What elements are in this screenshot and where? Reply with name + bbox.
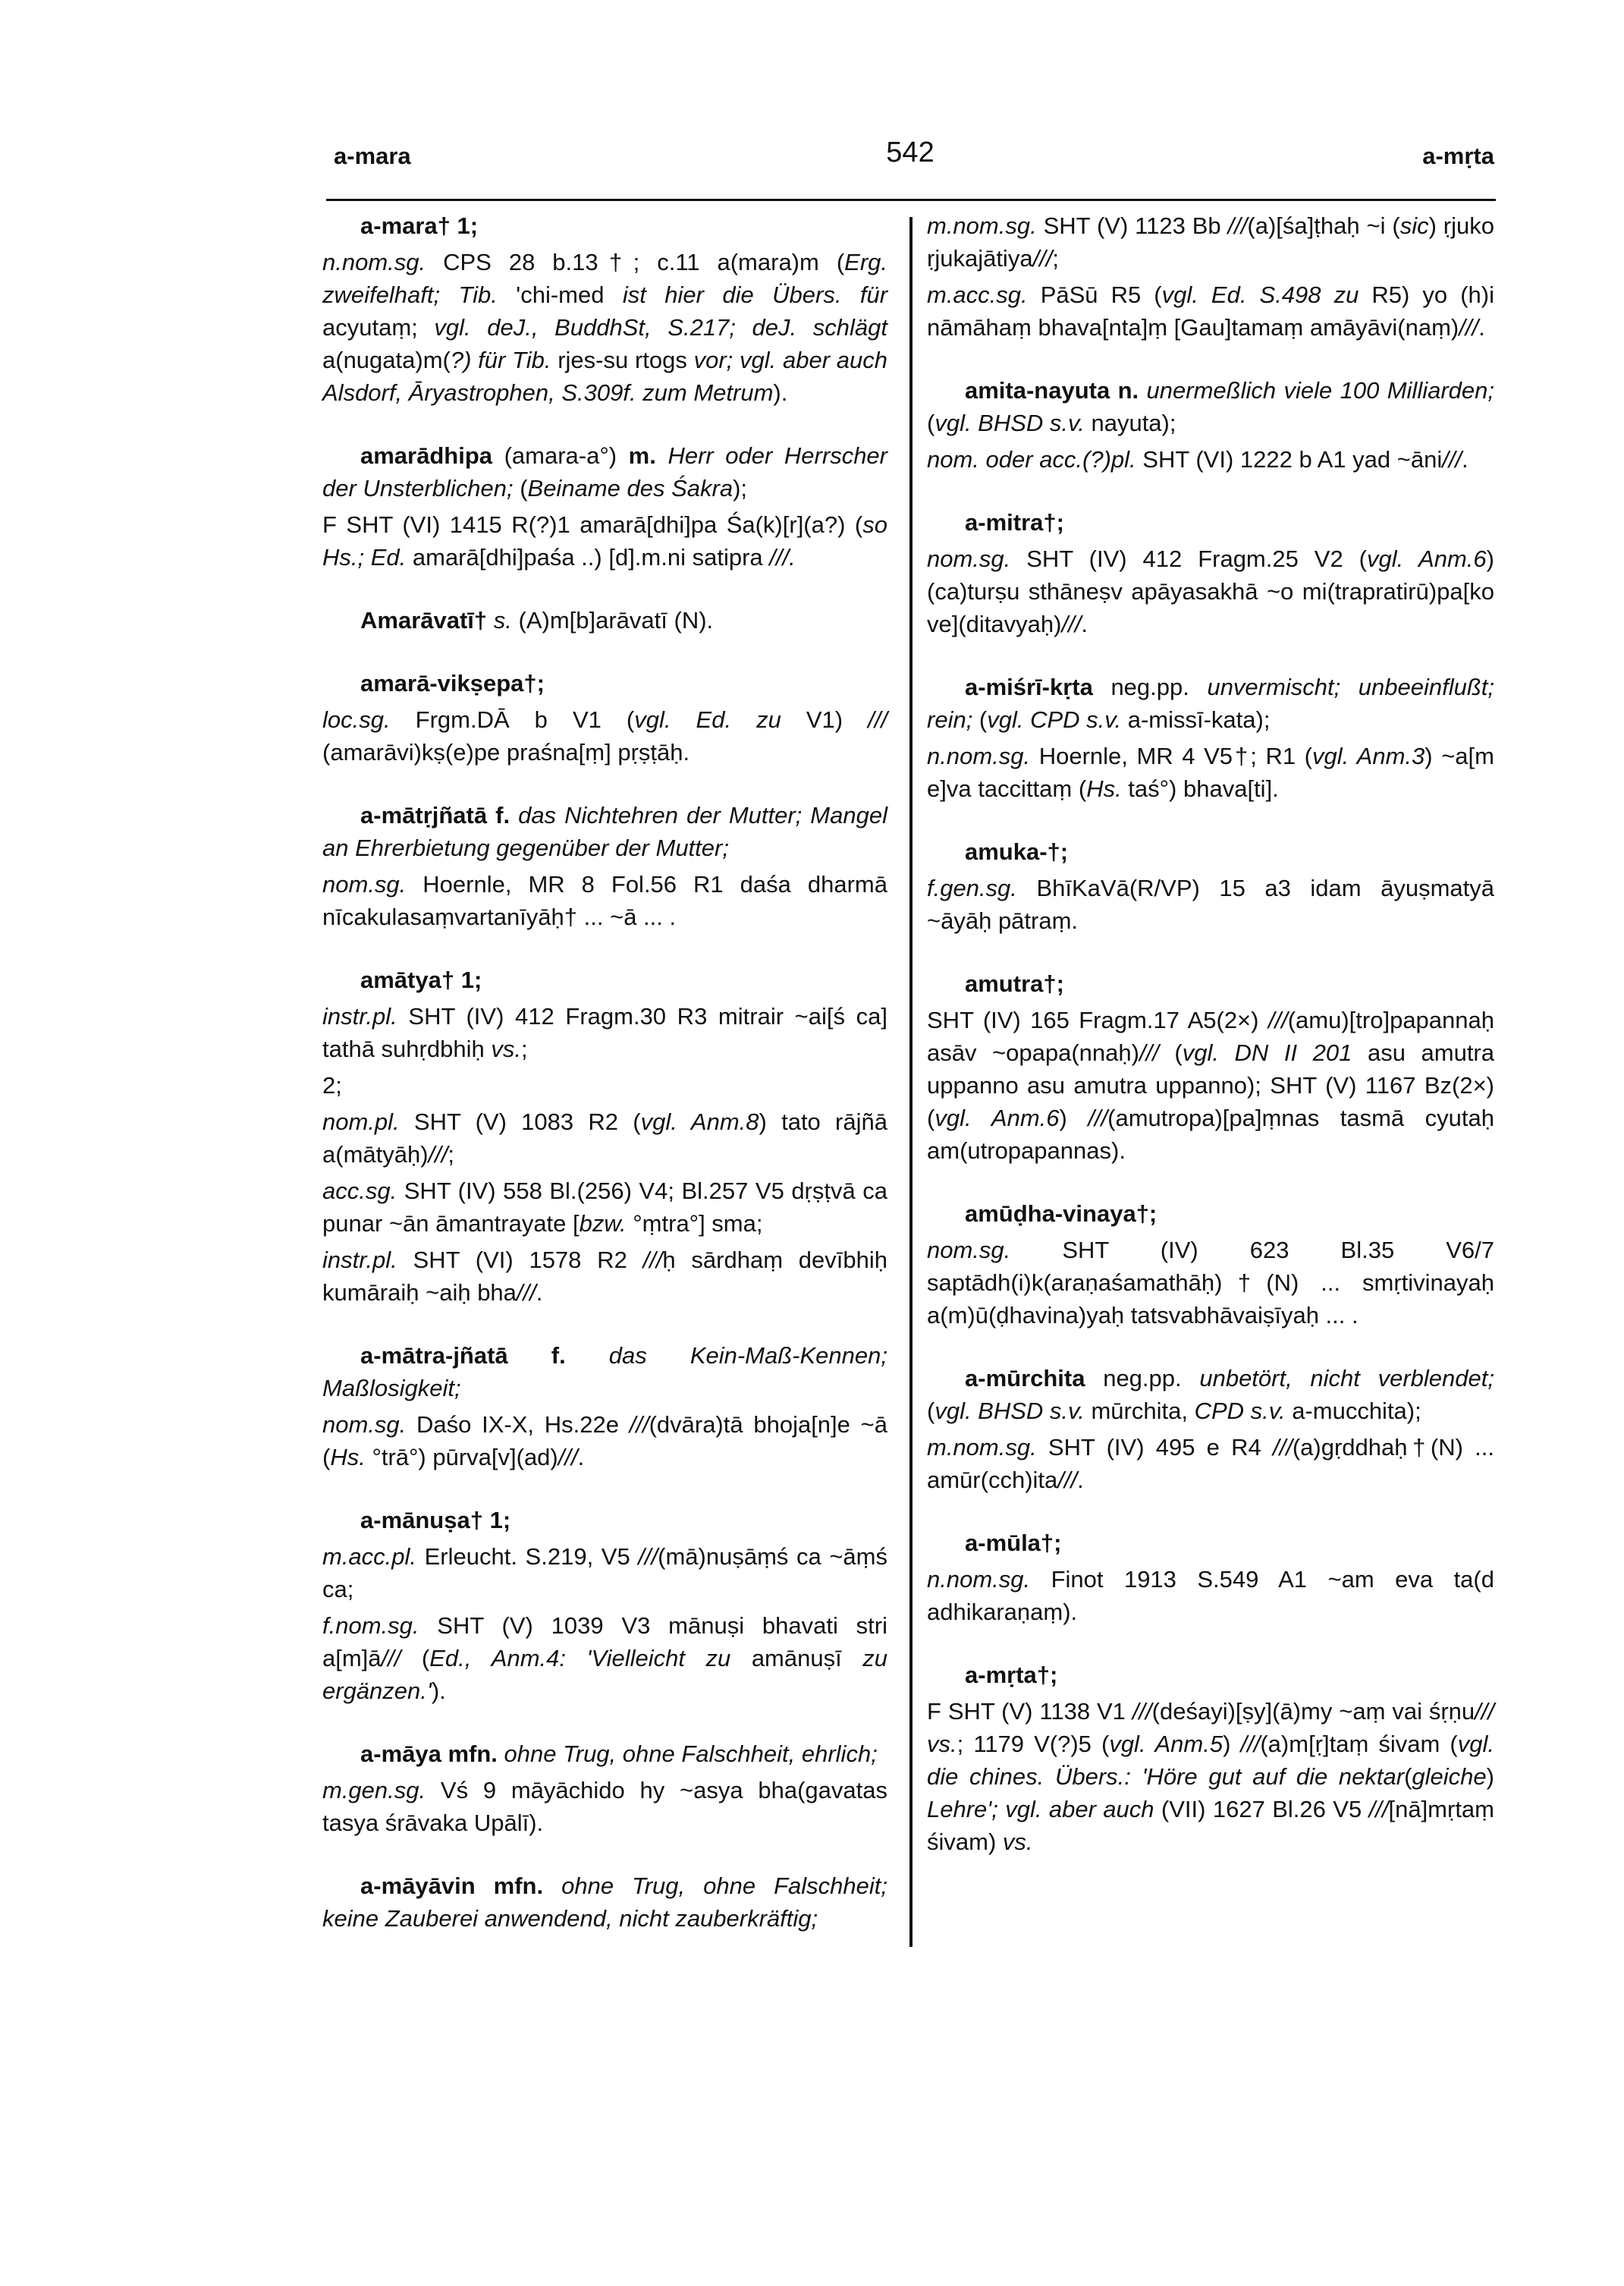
entry-heading xyxy=(927,1659,1494,1691)
citation-paragraph xyxy=(927,872,1494,937)
italic-text: /// xyxy=(638,1543,658,1570)
text-segment: (amara-a°) xyxy=(492,442,629,469)
text-segment: SHT (IV) 495 e R4 xyxy=(1036,1434,1273,1461)
text-segment: [nā]mṛtaṃ śivam) xyxy=(927,1796,1494,1855)
entry-heading xyxy=(927,671,1494,736)
text-segment: SHT (V) 1123 Bb xyxy=(1036,212,1228,239)
text-segment: SHT (IV) 412 Fragm.25 V2 ( xyxy=(1010,546,1368,572)
italic-text: vgl. Anm.8 xyxy=(640,1108,759,1135)
text-segment: R5) yo (h)i nāmāhaṃ bhava[nta]ṃ [Gau]tamaṃ amāyāvi(naṃ) xyxy=(927,281,1494,341)
italic-text: unermeßlich viele 100 Milliarden; xyxy=(1146,377,1494,404)
text-segment: ). xyxy=(773,379,788,406)
text-segment: (a)[śa]ṭhaḥ ~i ( xyxy=(1247,212,1400,239)
text-segment: a(nugata)m( xyxy=(322,347,451,373)
headword: a-mṛta†; xyxy=(965,1662,1058,1688)
text-segment: ; xyxy=(448,1141,455,1168)
entry-heading xyxy=(322,1869,887,1935)
dictionary-entry xyxy=(322,964,887,1309)
running-head-right: a-mṛta xyxy=(1422,143,1494,169)
italic-text: m.gen.sg. xyxy=(322,1777,426,1803)
italic-text: unbetört, nicht verblendet; xyxy=(1199,1365,1494,1391)
italic-text: ohne Trug, ohne Falschheit; keine Zauberei anwendend, nicht zauberkräftig; xyxy=(322,1873,887,1932)
italic-text: unvermischt; unbeeinflußt; rein; xyxy=(927,674,1494,733)
citation-paragraph xyxy=(322,1105,887,1171)
dictionary-entry xyxy=(927,506,1494,640)
italic-text: ist hier die Übers. für xyxy=(622,281,888,308)
dictionary-entry xyxy=(322,1869,887,1935)
italic-text: m.acc.sg. xyxy=(927,281,1028,308)
text-segment: ( xyxy=(1158,1039,1183,1066)
dictionary-entry xyxy=(927,967,1494,1167)
text-segment: V1) xyxy=(781,706,869,733)
entry-heading xyxy=(322,1504,887,1536)
text-segment: (mā)nuṣāṃś ca ~āṃś ca; xyxy=(322,1543,887,1602)
text-segment: ḥ sārdhaṃ devībhiḥ kumāraiḥ ~aiḥ bha xyxy=(322,1247,888,1306)
dictionary-entry xyxy=(322,799,887,933)
text-segment: SHT (V) 1083 R2 ( xyxy=(399,1108,641,1135)
citation-paragraph xyxy=(927,1695,1494,1858)
italic-text: /// xyxy=(642,1247,663,1273)
text-segment xyxy=(543,1873,561,1899)
dictionary-entry xyxy=(927,835,1494,937)
headword: a-mūla†; xyxy=(965,1530,1062,1556)
left-column xyxy=(322,209,887,1965)
italic-text: f.gen.sg. xyxy=(927,875,1017,901)
italic-text: vgl. die chines. Übers.: 'Höre gut auf die nektar xyxy=(927,1731,1495,1790)
text-segment: Finot 1913 S.549 A1 ~am eva ta(d adhikaraṇaṃ). xyxy=(927,1566,1494,1625)
citation-paragraph xyxy=(927,1234,1494,1332)
italic-text: /// xyxy=(1032,245,1053,272)
text-segment: a-mucchita); xyxy=(1285,1398,1421,1424)
entry-heading xyxy=(322,1339,887,1404)
text-segment: neg.pp. xyxy=(1092,674,1208,700)
text-segment: (amutropa)[pa]ṃnas tasmā cyutaḥ am(utropapannas). xyxy=(927,1105,1494,1164)
text-segment: BhīKaVā(R/VP) 15 a3 idam āyuṣmatyā ~āyāḥ pātraṃ. xyxy=(927,875,1494,934)
headword: a-mātṛjñatā f. xyxy=(360,802,510,829)
italic-text: ?) für Tib. xyxy=(450,347,551,373)
italic-text: nom.sg. xyxy=(322,1411,407,1438)
italic-text: vgl. DN II 201 xyxy=(1182,1039,1352,1066)
italic-text: /// xyxy=(1368,1796,1389,1822)
entry-heading xyxy=(927,835,1494,868)
text-segment: (VII) 1627 Bl.26 V5 xyxy=(1154,1796,1369,1822)
italic-text: vgl. BHSD s.v. xyxy=(935,410,1085,436)
headword: a-mara† 1; xyxy=(360,212,479,239)
citation-paragraph xyxy=(927,1563,1494,1628)
italic-text: vs. xyxy=(491,1036,521,1062)
text-segment: ) xyxy=(1059,1105,1088,1131)
italic-text: vgl. Ed. zu xyxy=(634,706,781,733)
text-segment: (A)m[b]arāvatī (N). xyxy=(511,607,714,634)
text-segment: ) xyxy=(1486,1763,1494,1790)
citation-paragraph xyxy=(322,246,887,409)
italic-text: ///. xyxy=(769,544,796,571)
italic-text: nom.pl. xyxy=(322,1108,400,1135)
citation-paragraph xyxy=(927,740,1494,805)
entry-heading xyxy=(322,799,887,864)
text-segment: (a)m[ṛ]taṃ śivam ( xyxy=(1260,1731,1458,1757)
italic-text: /// xyxy=(868,706,888,733)
text-segment xyxy=(566,1342,609,1369)
text-segment: ) xyxy=(1223,1731,1241,1757)
text-segment: ) tato rājñā a(mātyāḥ) xyxy=(322,1108,887,1168)
text-segment: ; xyxy=(520,1036,528,1062)
italic-text: vgl. Anm.6 xyxy=(935,1105,1060,1131)
text-segment: ( xyxy=(401,1645,430,1671)
text-segment: taś°) bhava[ti]. xyxy=(1121,775,1279,802)
italic-text: /// xyxy=(1139,1039,1159,1066)
citation-paragraph xyxy=(322,868,887,933)
dictionary-entry xyxy=(927,671,1494,805)
entry-heading xyxy=(927,967,1494,1000)
italic-text: m.nom.sg. xyxy=(927,1434,1037,1461)
text-segment: ( xyxy=(513,475,528,502)
running-head-left: a-mara xyxy=(334,143,411,169)
text-segment: 2; xyxy=(322,1072,342,1099)
italic-text: n.nom.sg. xyxy=(927,743,1031,769)
italic-text: vgl. BHSD s.v. xyxy=(935,1398,1085,1424)
italic-text: nom.sg. xyxy=(322,871,407,898)
entry-heading xyxy=(927,1362,1494,1427)
entry-heading xyxy=(927,1527,1494,1559)
italic-text: /// xyxy=(1475,1698,1495,1725)
dictionary-entry xyxy=(322,604,887,637)
citation-paragraph xyxy=(927,1431,1494,1496)
italic-text: Lehre'; vgl. aber auch xyxy=(927,1796,1154,1822)
dictionary-entry xyxy=(927,209,1494,344)
dictionary-entry xyxy=(927,374,1494,476)
right-column xyxy=(927,209,1494,1888)
italic-text: vs. xyxy=(927,1731,957,1757)
citation-paragraph xyxy=(322,1174,887,1240)
italic-text: nom.sg. xyxy=(927,1237,1011,1263)
italic-text: instr.pl. xyxy=(322,1003,397,1030)
text-segment: rjes-su rtogs xyxy=(551,347,694,373)
text-segment: 'chi-med xyxy=(497,281,623,308)
italic-text: /// xyxy=(1442,446,1462,473)
italic-text: /// xyxy=(1057,1467,1078,1493)
italic-text: m.acc.pl. xyxy=(322,1543,417,1570)
citation-paragraph xyxy=(927,542,1494,640)
text-segment: ( xyxy=(927,410,935,436)
text-segment xyxy=(656,442,668,469)
italic-text: Beiname des Śakra xyxy=(527,475,733,502)
italic-text: gleiche xyxy=(1412,1763,1487,1790)
italic-text: /// xyxy=(1272,1434,1293,1461)
text-segment: SHT (IV) 412 Fragm.30 R3 mitrair ~ai[ś ca] tathā suhṛdbhiḥ xyxy=(322,1003,887,1062)
italic-text: vs. xyxy=(1002,1828,1033,1855)
italic-text: CPD s.v. xyxy=(1194,1398,1286,1424)
italic-text: Hs. xyxy=(330,1444,366,1470)
headword: a-miśrī-kṛta xyxy=(965,674,1093,700)
text-segment: F SHT (VI) 1415 R(?)1 amarā[dhi]pa Śa(k)[r](a?) ( xyxy=(322,511,863,538)
text-segment: (dvāra)tā bhoja[n]e ~ā ( xyxy=(322,1411,887,1470)
text-segment: ). xyxy=(431,1678,446,1704)
text-segment: . xyxy=(577,1444,585,1470)
italic-text: loc.sg. xyxy=(322,706,391,733)
italic-text: instr.pl. xyxy=(322,1247,397,1273)
italic-text: s. xyxy=(487,607,512,634)
text-segment: a-missī-kata); xyxy=(1121,706,1271,733)
italic-text: Ed., Anm.4: 'Vielleicht zu xyxy=(429,1645,731,1671)
headword: a-mātra-jñatā f. xyxy=(360,1342,566,1369)
text-segment: SHT (VI) 1578 R2 xyxy=(397,1247,643,1273)
headword: m. xyxy=(628,442,656,469)
headword: a-mānuṣa† 1; xyxy=(360,1507,511,1533)
entry-heading xyxy=(322,1737,887,1770)
text-segment: °ṃtra°] sma; xyxy=(626,1210,763,1237)
italic-text: vgl. Anm.5 xyxy=(1109,1731,1223,1757)
citation-paragraph xyxy=(927,443,1494,476)
text-segment: (amarāvi)kṣ(e)pe praśna[ṃ] pṛṣṭāḥ. xyxy=(322,739,690,766)
text-segment: Erleucht. S.219, V5 xyxy=(416,1543,639,1570)
headword: a-māyāvin mfn. xyxy=(360,1873,544,1899)
text-segment: °trā°) pūrva[v](ad) xyxy=(365,1444,558,1470)
text-segment: amānuṣī xyxy=(730,1645,863,1671)
citation-paragraph xyxy=(322,1774,887,1839)
italic-text: acc.sg. xyxy=(322,1178,397,1204)
italic-text: nom.sg. xyxy=(927,546,1011,572)
italic-text: so Hs.; Ed. xyxy=(322,511,887,571)
text-segment: . xyxy=(1077,1467,1084,1493)
headword: amūḍha-vinaya†; xyxy=(965,1200,1158,1227)
text-segment xyxy=(1139,377,1146,404)
italic-text: /// xyxy=(629,1411,649,1438)
headword: amutra†; xyxy=(965,970,1064,997)
italic-text: vgl. Anm.6 xyxy=(1367,546,1487,572)
text-segment: Daśo IX-X, Hs.22e xyxy=(406,1411,630,1438)
text-segment: Hoernle, MR 8 Fol.56 R1 daśa dharmā nīcakulasaṃvartanīyāḥ† ... ~ā ... . xyxy=(322,871,887,930)
text-segment: amarā[dhi]paśa ..) [d].m.ni satipra xyxy=(406,544,770,571)
entry-heading xyxy=(927,1197,1494,1230)
italic-text: zu ergänzen.' xyxy=(322,1645,888,1704)
text-segment: Vś 9 māyāchido hy ~asya bha(gavatas tasya śrāvaka Upālī). xyxy=(322,1777,887,1836)
italic-text: Herr oder Herrscher der Unsterblichen; xyxy=(322,442,887,502)
column-divider xyxy=(909,217,913,1947)
text-segment: (deśayi)[ṣy](ā)my ~aṃ vai śṛṇu xyxy=(1151,1698,1475,1725)
entry-heading xyxy=(322,209,887,242)
italic-text: /// xyxy=(381,1645,401,1671)
entry-heading xyxy=(927,374,1494,439)
dictionary-entry xyxy=(322,1339,887,1473)
italic-text: das Kein-Maß-Kennen; Maßlosigkeit; xyxy=(322,1342,887,1401)
entry-heading xyxy=(322,604,887,637)
italic-text: vgl. CPD s.v. xyxy=(987,706,1122,733)
headword: a-māya mfn. xyxy=(360,1740,498,1767)
italic-text: n.nom.sg. xyxy=(927,1566,1031,1593)
citation-paragraph xyxy=(322,1244,887,1309)
italic-text: nom. oder acc.(?)pl. xyxy=(927,446,1136,473)
dictionary-entry xyxy=(322,667,887,769)
entry-heading xyxy=(322,667,887,700)
dictionary-entry xyxy=(322,209,887,409)
italic-text: ohne Trug, ohne Falschheit, ehrlich; xyxy=(504,1740,878,1767)
italic-text: /// xyxy=(1088,1105,1108,1131)
text-segment: SHT (V) 1039 V3 mānuṣi bhavati stri a[m]ā xyxy=(322,1612,887,1671)
text-segment: ) ~a[m e]va taccittaṃ ( xyxy=(927,743,1494,802)
text-segment: F SHT (V) 1138 V1 xyxy=(927,1698,1132,1725)
italic-text: /// xyxy=(516,1279,536,1306)
text-segment: (amu)[tro]papannaḥ asāv ~opapa(nnaḥ) xyxy=(927,1007,1494,1066)
italic-text: /// xyxy=(1459,314,1479,341)
italic-text: vgl. deJ., BuddhSt, S.217; deJ. schlägt xyxy=(434,314,887,341)
citation-paragraph xyxy=(322,1069,887,1102)
text-segment: neg.pp. xyxy=(1085,1365,1200,1391)
text-segment: ); xyxy=(733,475,747,502)
citation-paragraph xyxy=(927,1004,1494,1167)
entry-heading xyxy=(927,506,1494,539)
text-segment: SHT (IV) 165 Fragm.17 A5(2×) xyxy=(927,1007,1268,1033)
text-segment: Hoernle, MR 4 V5†; R1 ( xyxy=(1030,743,1312,769)
text-segment xyxy=(498,1740,504,1767)
text-segment: ; 1179 V(?)5 ( xyxy=(956,1731,1110,1757)
italic-text: /// xyxy=(1267,1007,1288,1033)
italic-text: /// xyxy=(1061,611,1082,637)
text-segment: acyutaṃ; xyxy=(322,314,435,341)
text-segment: ( xyxy=(972,706,988,733)
dictionary-entry xyxy=(322,439,887,574)
text-segment: SHT (VI) 1222 b A1 yad ~āni xyxy=(1136,446,1443,473)
citation-paragraph xyxy=(322,703,887,769)
text-segment: CPS 28 b.13†; c.11 a(mara)m ( xyxy=(426,249,845,275)
dictionary-entry xyxy=(927,1362,1494,1496)
text-segment: ( xyxy=(1404,1763,1412,1790)
citation-paragraph xyxy=(322,1000,887,1065)
headword: Amarāvatī† xyxy=(360,607,488,634)
text-segment: . xyxy=(536,1279,543,1306)
page-number: 542 xyxy=(886,137,935,168)
italic-text: n.nom.sg. xyxy=(322,249,426,275)
citation-paragraph xyxy=(322,1408,887,1473)
text-segment: Frgm.DĀ b V1 ( xyxy=(390,706,635,733)
headword: amarādhipa xyxy=(360,442,493,469)
dictionary-entry xyxy=(927,1659,1494,1858)
text-segment: (a)gṛddhaḥ†(N) ... amūr(cch)ita xyxy=(927,1434,1494,1493)
citation-paragraph xyxy=(322,1540,887,1605)
italic-text: /// xyxy=(428,1141,448,1168)
citation-paragraph xyxy=(927,209,1494,275)
text-segment: mūrchita, xyxy=(1084,1398,1195,1424)
text-segment: SHT (IV) 558 Bl.(256) V4; Bl.257 V5 dṛṣṭvā ca punar ~ān āmantrayate [ xyxy=(322,1178,887,1237)
header-rule xyxy=(326,199,1496,201)
dictionary-entry xyxy=(927,1527,1494,1628)
italic-text: /// xyxy=(558,1444,578,1470)
italic-text: m.nom.sg. xyxy=(927,212,1037,239)
dictionary-entry xyxy=(927,1197,1494,1332)
italic-text: /// xyxy=(1227,212,1248,239)
text-segment: ( xyxy=(927,1398,935,1424)
citation-paragraph xyxy=(322,1609,887,1707)
text-segment: ) (ca)turṣu sthāneṣv apāyasakhā ~o mi(trapratirū)pa[ko ve](ditavyaḥ) xyxy=(927,546,1494,637)
italic-text: vgl. Ed. S.498 zu xyxy=(1161,281,1359,308)
italic-text: Hs. xyxy=(1086,775,1122,802)
headword: amātya† 1; xyxy=(360,967,482,993)
italic-text: /// xyxy=(1132,1698,1152,1725)
text-segment: ) ṛjuko ṛjukajātiya xyxy=(927,212,1494,272)
text-segment: PāSū R5 ( xyxy=(1027,281,1162,308)
headword: a-mūrchita xyxy=(965,1365,1085,1391)
citation-paragraph xyxy=(927,278,1494,344)
text-segment: . xyxy=(1478,314,1485,341)
dictionary-entry xyxy=(322,1737,887,1839)
text-segment: SHT (IV) 623 Bl.35 V6/7 saptādh(i)k(araṇaśamathāḥ)†(N) ... smṛtivinayaḥ a(m)ū(ḍhavina)yaḥ tatsvabhāvaiṣīyaḥ ... . xyxy=(927,1237,1494,1329)
italic-text: f.nom.sg. xyxy=(322,1612,419,1639)
headword: amuka-†; xyxy=(965,838,1069,865)
text-segment: asu amutra uppanno asu amutra uppanno); SHT (V) 1167 Bz(2×) ( xyxy=(927,1039,1494,1131)
italic-text: sic xyxy=(1399,212,1429,239)
italic-text: vor; vgl. aber auch Alsdorf, Āryastrophen, S.309f. zum Metrum xyxy=(322,347,887,406)
headword: amarā-vikṣepa†; xyxy=(360,670,545,696)
text-segment: nayuta); xyxy=(1084,410,1176,436)
italic-text: /// xyxy=(1240,1731,1261,1757)
text-segment xyxy=(510,802,518,829)
italic-text: vgl. Anm.3 xyxy=(1312,743,1425,769)
text-segment: ; xyxy=(1052,245,1060,272)
italic-text: das Nichtehren der Mutter; Mangel an Ehrerbietung gegenüber der Mutter; xyxy=(322,802,887,861)
text-segment: . xyxy=(1462,446,1469,473)
italic-text: Erg. zweifelhaft; Tib. xyxy=(322,249,887,308)
headword: amita-nayuta n. xyxy=(965,377,1139,404)
dictionary-entry xyxy=(322,1504,887,1707)
text-segment: . xyxy=(1081,611,1088,637)
entry-heading xyxy=(322,964,887,996)
citation-paragraph xyxy=(322,508,887,574)
italic-text: bzw. xyxy=(579,1210,627,1237)
entry-heading xyxy=(322,439,887,505)
headword: a-mitra†; xyxy=(965,509,1064,536)
